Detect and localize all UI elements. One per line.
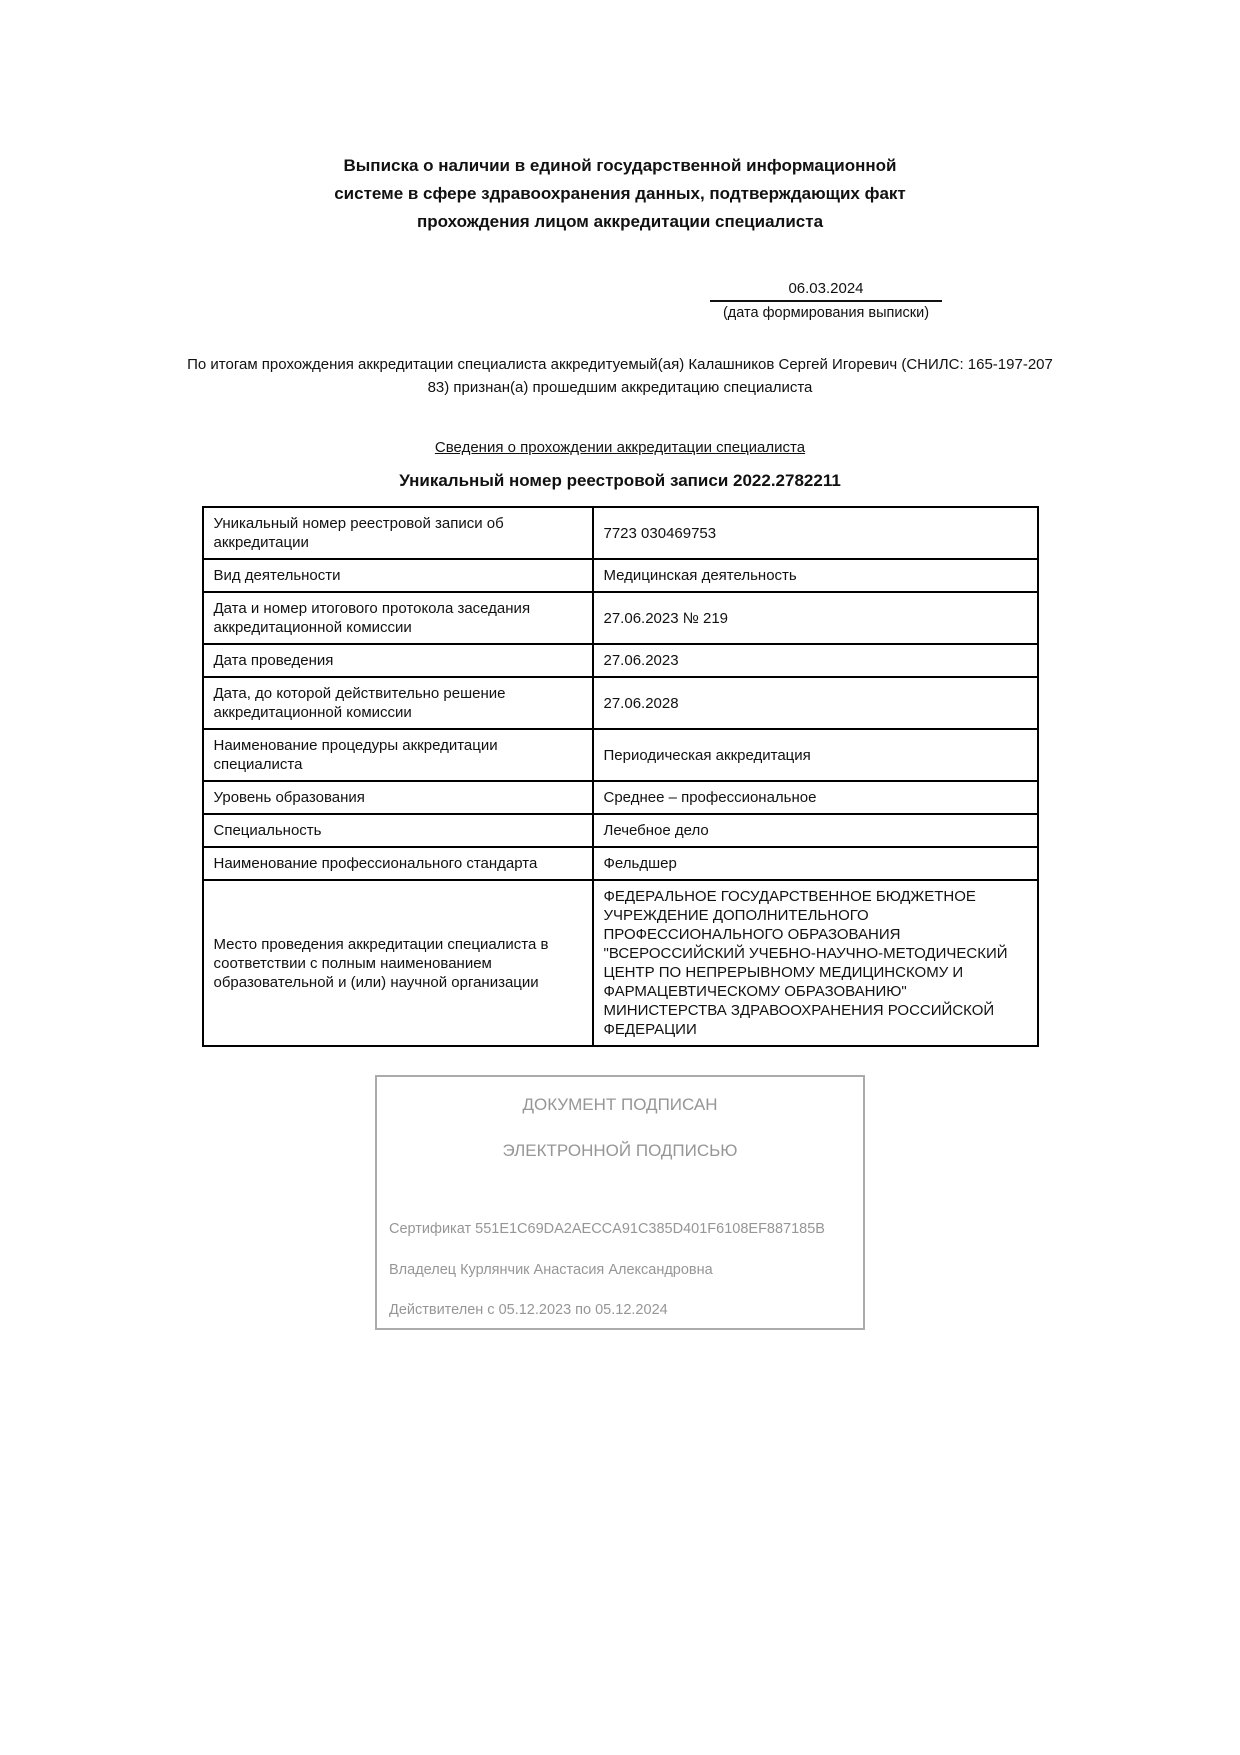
- row-label: Специальность: [203, 814, 593, 847]
- section-heading: Сведения о прохождении аккредитации специалиста: [434, 439, 806, 456]
- issue-date: 06.03.2024: [710, 280, 942, 302]
- row-label: Уникальный номер реестровой записи об аккредитации: [203, 507, 593, 559]
- row-label: Наименование процедуры аккредитации специалиста: [203, 729, 593, 781]
- row-label: Вид деятельности: [203, 559, 593, 592]
- row-label: Наименование профессионального стандарта: [203, 847, 593, 880]
- table-row: [203, 781, 1038, 814]
- issue-date-caption: (дата формирования выписки): [722, 305, 930, 321]
- row-value: Фельдшер: [593, 847, 1038, 880]
- table-row: [203, 592, 1038, 644]
- row-label: Место проведения аккредитации специалиста в соответствии с полным наименованием образовательной и (или) научной организации: [203, 880, 593, 1046]
- table-row: [203, 814, 1038, 847]
- row-label: Дата, до которой действительно решение аккредитационной комиссии: [203, 677, 593, 729]
- row-value: Медицинская деятельность: [593, 559, 1038, 592]
- table-row: [203, 880, 1038, 1046]
- signature-validity: Действителен с 05.12.2023 по 05.12.2024: [389, 1302, 668, 1318]
- row-value: 27.06.2023: [593, 644, 1038, 677]
- row-value: 27.06.2028: [593, 677, 1038, 729]
- signature-title-line-1: ДОКУМЕНТ ПОДПИСАН: [522, 1095, 718, 1114]
- row-value: ФЕДЕРАЛЬНОЕ ГОСУДАРСТВЕННОЕ БЮДЖЕТНОЕ УЧРЕЖДЕНИЕ ДОПОЛНИТЕЛЬНОГО ПРОФЕССИОНАЛЬНОГО ОБРАЗОВАНИЯ "ВСЕРОССИЙСКИЙ УЧЕБНО-НАУЧНО-МЕТОДИЧЕСКИЙ ЦЕНТР ПО НЕПРЕРЫВНОМУ МЕДИЦИНСКОМУ И ФАРМАЦЕВТИЧЕСКОМУ ОБРАЗОВАНИЮ" МИНИСТЕРСТВА ЗДРАВООХРАНЕНИЯ РОССИЙСКОЙ ФЕДЕРАЦИИ: [593, 880, 1038, 1046]
- signature-box: [375, 1075, 865, 1330]
- document-title-line-1: Выписка о наличии в единой государственной информационной: [343, 156, 897, 175]
- document-title-line-2: системе в сфере здравоохранения данных, подтверждающих факт: [334, 184, 906, 203]
- issue-date-block: [710, 280, 942, 321]
- document-title: [240, 152, 1000, 236]
- document-title-line-3: прохождения лицом аккредитации специалиста: [416, 212, 824, 231]
- row-label: Дата проведения: [203, 644, 593, 677]
- table-row: [203, 729, 1038, 781]
- row-value: Лечебное дело: [593, 814, 1038, 847]
- signature-certificate: Сертификат 551E1C69DA2AECCA91C385D401F6108EF887185B: [389, 1221, 825, 1237]
- accreditation-table: [202, 506, 1039, 1047]
- row-value: 27.06.2023 № 219: [593, 592, 1038, 644]
- table-row: [203, 559, 1038, 592]
- row-value: 7723 030469753: [593, 507, 1038, 559]
- row-label: Дата и номер итогового протокола заседания аккредитационной комиссии: [203, 592, 593, 644]
- table-row: [203, 507, 1038, 559]
- row-value: Среднее – профессиональное: [593, 781, 1038, 814]
- signature-owner: Владелец Курлянчик Анастасия Александровна: [389, 1262, 713, 1278]
- table-row: [203, 677, 1038, 729]
- record-number-heading: Уникальный номер реестровой записи 2022.2782211: [399, 471, 841, 490]
- table-row: [203, 847, 1038, 880]
- signature-title-line-2: ЭЛЕКТРОННОЙ ПОДПИСЬЮ: [502, 1141, 738, 1160]
- table-row: [203, 644, 1038, 677]
- row-value: Периодическая аккредитация: [593, 729, 1038, 781]
- row-label: Уровень образования: [203, 781, 593, 814]
- intro-paragraph: По итогам прохождения аккредитации специалиста аккредитуемый(ая) Калашников Сергей Игоревич (СНИЛС: 165-197-207 83) признан(а) прошедшим аккредитацию специалиста: [187, 356, 1053, 396]
